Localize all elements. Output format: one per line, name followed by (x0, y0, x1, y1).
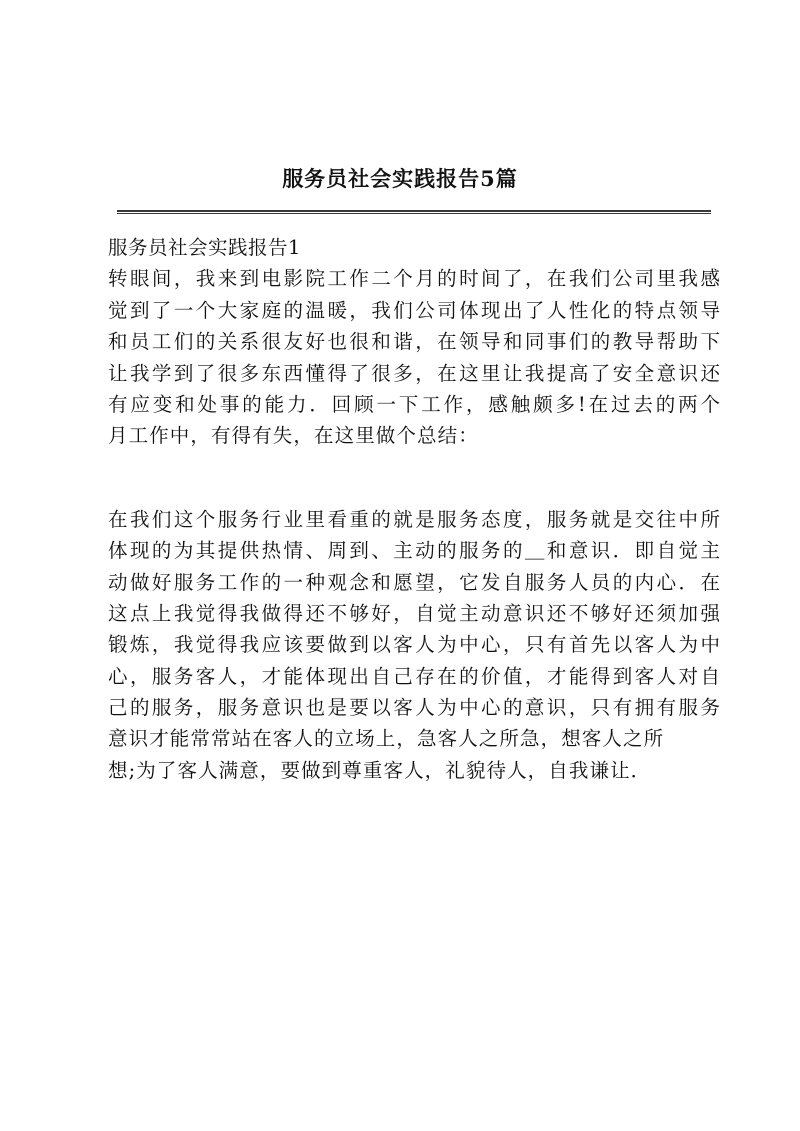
paragraph-line: 这点上我觉得我做得还不够好，自觉主动意识还不够好还须加强 (108, 601, 720, 625)
title-divider (117, 210, 711, 214)
paragraph-line: 想;为了客人满意，要做到尊重客人，礼貌待人，自我谦让． (108, 758, 652, 782)
paragraph-line: 月工作中，有得有失，在这里做个总结： (108, 424, 479, 448)
section-heading: 服务员社会实践报告1 (108, 236, 301, 259)
paragraph-line: 有应变和处事的能力．回顾一下工作，感触颇多!在过去的两个 (108, 392, 720, 416)
paragraph-line: 转眼间，我来到电影院工作二个月的时间了，在我们公司里我感 (108, 267, 720, 291)
paragraph-line: 锻炼，我觉得我应该要做到以客人为中心，只有首先以客人为中 (108, 633, 720, 657)
document-title: 服务员社会实践报告5篇 (282, 166, 518, 191)
paragraph-line: 在我们这个服务行业里看重的就是服务态度，服务就是交往中所 (108, 507, 720, 531)
paragraph-line: 动做好服务工作的一种观念和愿望，它发自服务人员的内心．在 (108, 570, 720, 594)
paragraph-spacer (108, 452, 720, 504)
document-body (108, 232, 720, 786)
paragraph-1 (108, 263, 720, 451)
paragraph-line: 觉到了一个大家庭的温暖，我们公司体现出了人性化的特点领导 (108, 298, 720, 322)
paragraph-line: 体现的为其提供热情、周到、主动的服务的＿和意识．即自觉主 (108, 539, 720, 563)
paragraph-line: 让我学到了很多东西懂得了很多，在这里让我提高了安全意识还 (108, 361, 720, 385)
paragraph-line: 意识才能常常站在客人的立场上，急客人之所急，想客人之所 (108, 727, 665, 751)
paragraph-2 (108, 504, 720, 787)
paragraph-line: 心，服务客人，才能体现出自己存在的价值，才能得到客人对自 (108, 664, 720, 688)
paragraph-line: 和员工们的关系很友好也很和谐，在领导和同事们的教导帮助下 (108, 330, 720, 354)
paragraph-line: 己的服务，服务意识也是要以客人为中心的意识，只有拥有服务 (108, 696, 720, 720)
